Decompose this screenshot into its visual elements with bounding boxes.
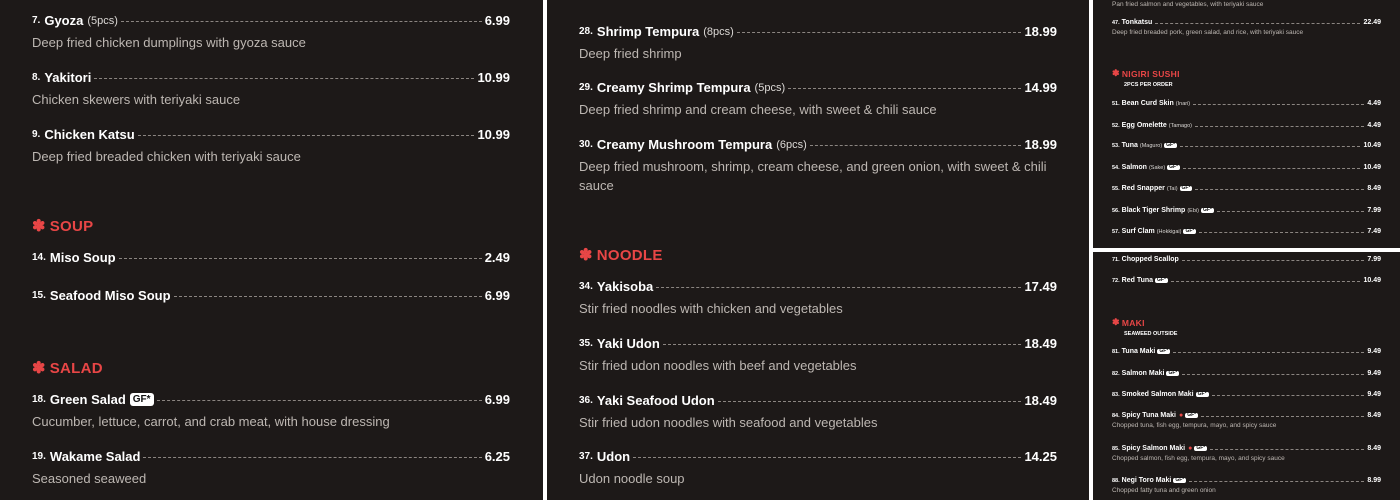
dotted-leader [1195, 126, 1364, 127]
item-price: 10.49 [1363, 142, 1381, 149]
menu-item-tuna-maki [1112, 348, 1381, 355]
item-name: Yaki Seafood Udon [596, 393, 715, 408]
item-name: Miso Soup [49, 250, 116, 265]
item-price: 8.49 [1367, 185, 1381, 192]
item-price: 8.99 [1367, 477, 1381, 484]
dotted-leader [1212, 395, 1365, 396]
dotted-leader [810, 145, 1022, 146]
item-description: Deep fried chicken dumplings with gyoza sauce [32, 35, 306, 50]
item-price: 6.99 [484, 13, 510, 28]
dotted-leader [1180, 146, 1360, 147]
item-name: Egg Omelette [1121, 122, 1167, 129]
menu-item-wakame-salad [32, 449, 510, 488]
item-price: 6.99 [484, 288, 510, 303]
item-price: 18.49 [1024, 336, 1057, 351]
dotted-leader [1183, 168, 1360, 169]
item-number: 84. [1112, 412, 1120, 419]
menu-panel-tempura-noodle [547, 0, 1089, 500]
section-nigiri-sushi [1112, 68, 1381, 88]
gluten-free-badge: GF* [1187, 411, 1197, 418]
item-number: 8. [32, 72, 41, 83]
menu-item-gyoza [32, 13, 510, 52]
item-japanese-name: (Tai) [1166, 185, 1178, 192]
item-price: 6.99 [484, 392, 510, 407]
item-number: 55. [1112, 185, 1120, 192]
item-name: Red Tuna [1121, 277, 1154, 284]
dotted-leader [737, 32, 1022, 33]
item-number: 34. [579, 281, 593, 292]
item-price: 8.49 [1367, 445, 1381, 452]
item-japanese-name: (Sake) [1148, 164, 1166, 171]
dotted-leader [1182, 260, 1365, 261]
item-price: 14.99 [1024, 80, 1057, 95]
item-price: 17.49 [1024, 279, 1057, 294]
item-name: Black Tiger Shrimp [1121, 207, 1186, 214]
dotted-leader [1199, 232, 1364, 233]
menu-item-yaki-udon [579, 336, 1057, 375]
item-number: 36. [579, 395, 593, 406]
item-description: Chopped tuna, fish egg, tempura, mayo, and spicy sauce [1112, 422, 1277, 429]
gluten-free-badge: GF* [1202, 206, 1212, 213]
item-description: Seasoned seaweed [32, 471, 147, 486]
item-name: Surf Clam [1121, 228, 1155, 235]
section-maki [1112, 317, 1381, 337]
item-name: Spicy Salmon Maki [1121, 445, 1186, 452]
menu-item-spicy-salmon-maki [1112, 445, 1381, 463]
item-price: 18.49 [1024, 393, 1057, 408]
item-price: 7.99 [1367, 256, 1381, 263]
section-noodle [579, 245, 1057, 265]
dotted-leader [1155, 23, 1360, 24]
dotted-leader [788, 88, 1021, 89]
chili-icon: ● [1179, 412, 1184, 419]
gluten-free-badge: GF* [1175, 476, 1185, 483]
dotted-leader [157, 400, 482, 401]
item-description: Chicken skewers with teriyaki sauce [32, 92, 241, 107]
menu-item-spicy-tuna-maki [1112, 412, 1381, 430]
menu-item-partial [1112, 0, 1381, 9]
item-name: Tonkatsu [1121, 19, 1153, 26]
dotted-leader [1189, 481, 1364, 482]
item-japanese-name: (Ebi) [1187, 207, 1199, 214]
item-number: 30. [579, 139, 593, 150]
menu-item-creamy-shrimp-tempura [579, 80, 1057, 119]
menu-item-creamy-mushroom-tempura [579, 137, 1057, 195]
item-price: 9.49 [1367, 348, 1381, 355]
gluten-free-badge: GF* [130, 393, 154, 407]
item-description: Deep fried breaded pork, green salad, and rice, with teriyaki sauce [1112, 29, 1304, 36]
menu-item-tuna [1112, 142, 1381, 149]
item-number: 85. [1112, 445, 1120, 452]
item-number: 56. [1112, 207, 1120, 214]
menu-item-bean-curd-skin [1112, 100, 1381, 107]
item-name: Gyoza [44, 13, 84, 28]
gluten-free-badge: GF* [1185, 227, 1195, 234]
gear-icon: ✽ [1112, 317, 1120, 327]
item-name: Yakisoba [596, 279, 654, 294]
section-salad [32, 358, 510, 378]
section-soup [32, 216, 510, 236]
menu-panel-maki [1093, 252, 1400, 500]
dotted-leader [121, 21, 482, 22]
menu-item-salmon [1112, 164, 1381, 171]
menu-item-yaki-seafood-udon [579, 393, 1057, 432]
menu-item-black-tiger-shrimp [1112, 207, 1381, 214]
item-price: 10.99 [477, 70, 510, 85]
item-name: Creamy Mushroom Tempura [596, 137, 773, 152]
item-number: 52. [1112, 122, 1120, 129]
menu-item-chopped-scallop [1112, 256, 1381, 263]
gluten-free-badge: GF* [1159, 347, 1169, 354]
menu-item-chicken-katsu [32, 127, 510, 166]
item-name: Wakame Salad [49, 449, 141, 464]
menu-item-smoked-salmon-maki [1112, 391, 1381, 398]
gluten-free-badge: GF* [1166, 141, 1176, 148]
item-number: 15. [32, 290, 46, 301]
item-price: 10.99 [477, 127, 510, 142]
dotted-leader [1201, 416, 1364, 417]
dotted-leader [119, 258, 482, 259]
item-number: 19. [32, 451, 46, 462]
dotted-leader [143, 457, 481, 458]
item-name: Salmon Maki [1121, 370, 1165, 377]
item-description: Udon noodle soup [579, 471, 685, 486]
item-price: 6.25 [484, 449, 510, 464]
item-number: 81. [1112, 348, 1120, 355]
item-name: Red Snapper [1121, 185, 1165, 192]
menu-item-yakisoba [579, 279, 1057, 318]
item-price: 9.49 [1367, 391, 1381, 398]
item-price: 4.49 [1367, 100, 1381, 107]
section-title: SOUP [49, 217, 94, 235]
item-description: Cucumber, lettuce, carrot, and crab meat, with house dressing [32, 414, 390, 429]
dotted-leader [663, 344, 1022, 345]
item-name: Yakitori [44, 70, 92, 85]
item-portion: (8pcs) [703, 25, 734, 38]
item-name: Spicy Tuna Maki [1121, 412, 1176, 419]
gear-icon: ✽ [579, 247, 593, 264]
item-name: Negi Toro Maki [1121, 477, 1172, 484]
item-number: 9. [32, 129, 41, 140]
chili-icon: ● [1188, 445, 1193, 452]
item-number: 29. [579, 82, 593, 93]
item-price: 14.25 [1024, 449, 1057, 464]
item-name: Salmon [1121, 164, 1147, 171]
section-title: NOODLE [596, 246, 663, 264]
gear-icon: ✽ [1112, 68, 1120, 78]
menu-item-egg-omelette [1112, 122, 1381, 129]
item-portion: (5pcs) [754, 81, 786, 94]
item-price: 8.49 [1367, 412, 1381, 419]
item-description: Deep fried mushroom, shrimp, cream cheese, and green onion, with sweet & chili sauce [579, 159, 1047, 193]
item-portion: (6pcs) [776, 138, 807, 151]
item-name: Chicken Katsu [44, 127, 135, 142]
gluten-free-badge: GF* [1181, 184, 1191, 191]
dotted-leader [633, 457, 1021, 458]
dotted-leader [1217, 211, 1365, 212]
item-price: 4.49 [1367, 122, 1381, 129]
item-description: Stir fried noodles with chicken and vegetables [579, 301, 843, 316]
dotted-leader [174, 296, 482, 297]
item-number: 47. [1112, 19, 1120, 26]
item-japanese-name: (Maguro) [1139, 142, 1163, 149]
menu-item-miso-soup [32, 250, 510, 265]
section-title: SALAD [49, 359, 103, 377]
item-number: 72. [1112, 277, 1120, 284]
menu-item-red-tuna [1112, 277, 1381, 284]
section-subtitle: SEAWEED OUTSIDE [1124, 331, 1178, 337]
item-description: Stir fried udon noodles with seafood and vegetables [579, 415, 878, 430]
gear-icon: ✽ [32, 218, 46, 235]
item-number: 54. [1112, 164, 1120, 171]
item-number: 88. [1112, 477, 1120, 484]
menu-item-red-snapper [1112, 185, 1381, 192]
item-description: Pan fried salmon and vegetables, with teriyaki sauce [1112, 1, 1264, 8]
item-name: Shrimp Tempura [596, 24, 700, 39]
menu-item-surf-clam [1112, 228, 1381, 235]
menu-item-udon [579, 449, 1057, 488]
dotted-leader [1182, 374, 1364, 375]
gluten-free-badge: GF* [1157, 276, 1166, 283]
item-description: Deep fried shrimp and cream cheese, with sweet & chili sauce [579, 102, 937, 117]
dotted-leader [138, 135, 475, 136]
menu-panel-nigiri [1093, 0, 1400, 248]
item-price: 2.49 [484, 250, 510, 265]
item-number: 71. [1112, 256, 1120, 263]
gluten-free-badge: GF* [1196, 444, 1206, 451]
menu-item-yakitori [32, 70, 510, 109]
item-japanese-name: (Hokkigai) [1156, 228, 1182, 235]
gluten-free-badge: GF* [1197, 390, 1207, 397]
item-price: 7.49 [1367, 228, 1381, 235]
menu-item-negi-toro-maki [1112, 477, 1381, 495]
gluten-free-badge: GF* [1168, 369, 1178, 376]
menu-item-tonkatsu [1112, 19, 1381, 37]
menu-item-green-salad [32, 392, 510, 431]
item-number: 51. [1112, 100, 1120, 107]
item-number: 83. [1112, 391, 1120, 398]
menu-item-salmon-maki [1112, 370, 1381, 377]
item-price: 7.99 [1367, 207, 1381, 214]
item-name: Seafood Miso Soup [49, 288, 171, 303]
section-title: MAKI [1121, 317, 1145, 328]
dotted-leader [1193, 104, 1364, 105]
dotted-leader [718, 401, 1022, 402]
dotted-leader [656, 287, 1021, 288]
dotted-leader [1195, 189, 1364, 190]
dotted-leader [94, 78, 474, 79]
item-name: Green Salad [49, 392, 126, 407]
menu-panel-appetizers [0, 0, 543, 500]
item-number: 18. [32, 394, 46, 405]
item-number: 14. [32, 252, 46, 263]
item-name: Smoked Salmon Maki [1121, 391, 1194, 398]
item-name: Udon [596, 449, 631, 464]
item-description: Deep fried shrimp [579, 46, 682, 61]
item-price: 18.99 [1024, 137, 1057, 152]
section-subtitle: 2PCS PER ORDER [1124, 82, 1173, 88]
item-japanese-name: (Tamago) [1168, 122, 1193, 129]
item-description: Stir fried udon noodles with beef and vegetables [579, 358, 857, 373]
menu-item-shrimp-tempura [579, 24, 1057, 63]
item-name: Creamy Shrimp Tempura [596, 80, 751, 95]
item-number: 7. [32, 15, 41, 26]
item-name: Tuna Maki [1121, 348, 1156, 355]
item-price: 10.49 [1363, 277, 1381, 284]
section-title: NIGIRI SUSHI [1121, 68, 1180, 79]
item-price: 18.99 [1024, 24, 1057, 39]
item-name: Yaki Udon [596, 336, 660, 351]
item-name: Bean Curd Skin [1121, 100, 1174, 107]
item-number: 28. [579, 26, 593, 37]
item-description: Chopped fatty tuna and green onion [1112, 487, 1216, 494]
item-number: 37. [579, 451, 593, 462]
item-name: Tuna [1121, 142, 1138, 149]
item-number: 57. [1112, 228, 1120, 235]
item-description: Chopped salmon, fish egg, tempura, mayo, and spicy sauce [1112, 455, 1285, 462]
item-name: Chopped Scallop [1121, 256, 1179, 263]
item-japanese-name: (Inari) [1175, 100, 1191, 107]
gluten-free-badge: GF* [1169, 163, 1179, 170]
item-price: 22.49 [1363, 19, 1381, 26]
item-price: 10.49 [1363, 164, 1381, 171]
menu-item-seafood-miso-soup [32, 288, 510, 303]
item-number: 82. [1112, 370, 1120, 377]
item-price: 9.49 [1367, 370, 1381, 377]
item-number: 35. [579, 338, 593, 349]
dotted-leader [1210, 449, 1364, 450]
gear-icon: ✽ [32, 360, 46, 377]
item-portion: (5pcs) [87, 14, 118, 27]
dotted-leader [1171, 281, 1361, 282]
dotted-leader [1173, 352, 1364, 353]
item-number: 53. [1112, 142, 1120, 149]
item-description: Deep fried breaded chicken with teriyaki sauce [32, 149, 301, 164]
